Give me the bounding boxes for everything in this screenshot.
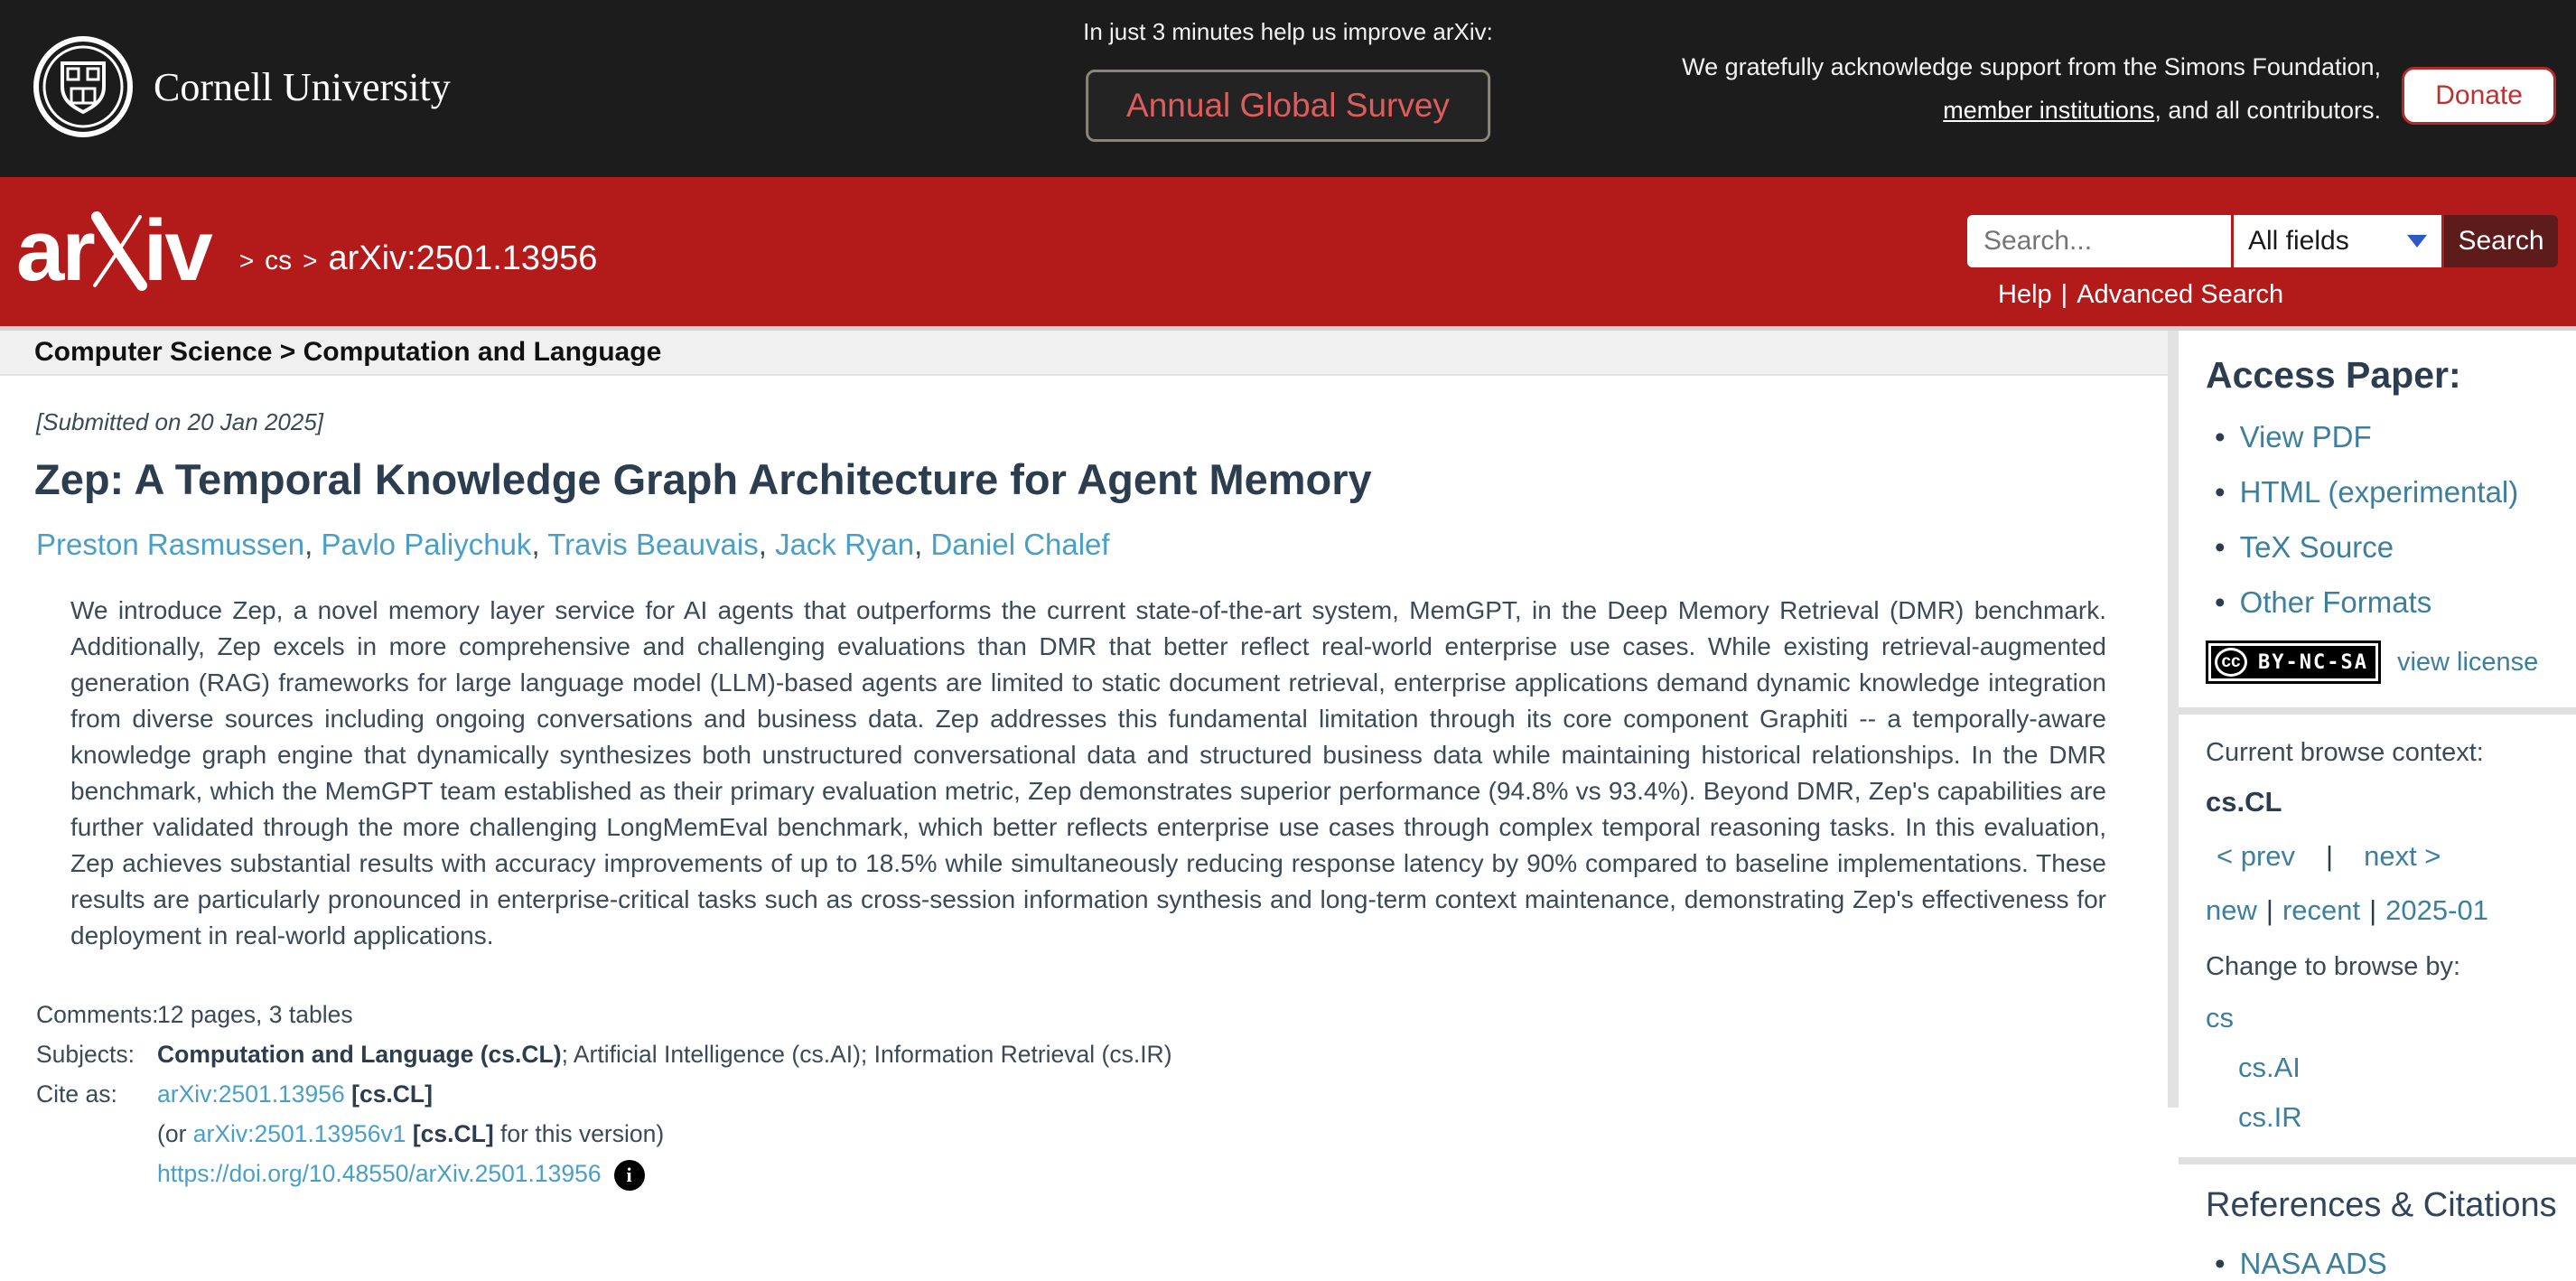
search-field-select[interactable] (2234, 215, 2441, 267)
arxiv-logo[interactable] (16, 201, 210, 299)
author-link[interactable]: Preston Rasmussen (36, 528, 305, 561)
browse-cs-ir-link[interactable]: cs.IR (2238, 1101, 2302, 1133)
content-area (0, 326, 2576, 1280)
list-item (2206, 1247, 2558, 1281)
bullet-icon: • (2215, 585, 2226, 619)
cite-as-label: Cite as: (36, 1080, 117, 1108)
access-paper-links (2206, 420, 2558, 620)
search-button[interactable]: Search (2444, 215, 2558, 267)
browse-category-links (2206, 1002, 2558, 1134)
subject-bar: Computer Science > Computation and Language (0, 331, 2168, 376)
pipe-separator: | (2265, 894, 2273, 926)
support-line1: We gratefully acknowledge support from the Simons Foundation, (1682, 53, 2381, 80)
references-links (2206, 1247, 2558, 1281)
next-link[interactable]: next > (2364, 840, 2441, 872)
list-item (2206, 420, 2558, 454)
license-row (2206, 640, 2558, 684)
prev-next-nav (2206, 840, 2558, 873)
column-divider (2168, 331, 2179, 1108)
list-item (2206, 585, 2558, 620)
comments-value: 12 pages, 3 tables (157, 1001, 353, 1028)
search-help-row (1974, 280, 2558, 310)
cornell-wordmark: Cornell University (154, 64, 451, 109)
doi-row (36, 1160, 2168, 1191)
view-license-link[interactable]: view license (2396, 647, 2539, 677)
nasa-ads-link[interactable]: NASA ADS (2239, 1247, 2387, 1280)
bullet-icon: • (2215, 1247, 2226, 1280)
access-paper-heading: Access Paper: (2206, 354, 2461, 396)
survey-block (1083, 18, 1493, 142)
sidebar (2179, 331, 2576, 1280)
month-link[interactable]: 2025-01 (2385, 894, 2488, 926)
browse-cs-link[interactable]: cs (2206, 1002, 2234, 1033)
author-link[interactable]: Pavlo Paliychuk (321, 528, 532, 561)
breadcrumb-cs-link[interactable]: cs (265, 245, 293, 276)
change-browse-heading: Change to browse by: (2206, 952, 2461, 981)
breadcrumb-paper-id: arXiv:2501.13956 (328, 238, 598, 277)
version-row (36, 1120, 2168, 1148)
cite-category-tag: [cs.CL] (351, 1080, 433, 1108)
cc-license-type: BY-NC-SA (2258, 650, 2368, 674)
main-column (0, 331, 2168, 1187)
submission-date: [Submitted on 20 Jan 2025] (36, 408, 324, 435)
sidebar-separator (2179, 707, 2576, 715)
author-link[interactable]: Travis Beauvais (547, 528, 759, 561)
browse-context-value: cs.CL (2206, 786, 2282, 818)
page-title: Zep: A Temporal Knowledge Graph Architecture for Agent Memory (34, 455, 1372, 503)
help-pipe: | (2060, 280, 2068, 309)
browse-nav (2206, 894, 2558, 927)
references-citations-heading: References & Citations (2206, 1186, 2557, 1224)
bullet-icon: • (2215, 530, 2226, 564)
advanced-search-link[interactable]: Advanced Search (2077, 280, 2284, 309)
author-list (36, 528, 2168, 562)
search-bar (1967, 215, 2558, 267)
bullet-icon: • (2215, 420, 2226, 453)
abstract-text: We introduce Zep, a novel memory layer service for AI agents that outperforms the current state-of-the-art system, MemGPT, in the Deep Memory Retrieval (DMR) benchmark. Additionally, Zep excels in more comprehensive and challenging evaluations than DMR that better reflect real-world enterprise use cases. While existing retrieval-augmented generation (RAG) frameworks for large language model (LLM)-based agents are limited to static document retrieval, enterprise applications demand dynamic knowledge integration from diverse sources including ongoing conversations and business data. Zep addresses this fundamental limitation through its core component Graphiti -- a temporally-aware knowledge graph engine that dynamically synthesizes both unstructured conversational data and structured business data while maintaining historical relationships. In the DMR benchmark, which the MemGPT team established as their primary evaluation metric, Zep demonstrates superior performance (94.8% vs 93.4%). Beyond DMR, Zep's capabilities are further validated through the more challenging LongMemEval benchmark, which better reflects enterprise use cases through complex temporal reasoning tasks. In this evaluation, Zep achieves substantial results with accuracy improvements of up to 18.5% while simultaneously reducing response latency by 90% compared to baseline implementations. These results are particularly pronounced in enterprise-critical tasks such as cross-session information synthesis and long-term context maintenance, demonstrating Zep's effectiveness for deployment in real-world applications. (70, 596, 2106, 949)
support-line2: , and all contributors. (2154, 97, 2381, 124)
cc-icon: cc (2215, 648, 2247, 677)
cc-license-badge[interactable] (2206, 640, 2381, 684)
tex-source-link[interactable]: TeX Source (2239, 530, 2394, 564)
cornell-seal-icon (33, 36, 134, 137)
info-icon[interactable]: i (614, 1160, 645, 1191)
subjects-value: Computation and Language (cs.CL); Artificial Intelligence (cs.AI); Information Retrieval (cs.IR) (157, 1041, 1172, 1068)
list-item (2206, 530, 2558, 565)
author-link[interactable]: Daniel Chalef (930, 528, 1110, 561)
top-banner (0, 0, 2576, 177)
arxiv-id-link[interactable]: arXiv:2501.13956 (157, 1080, 345, 1108)
list-item (2206, 475, 2558, 510)
recent-link[interactable]: recent (2282, 894, 2361, 926)
arxiv-header (0, 177, 2576, 326)
doi-link[interactable]: https://doi.org/10.48550/arXiv.2501.13956 (157, 1160, 602, 1187)
cornell-logo[interactable] (33, 36, 451, 137)
version-category-tag: [cs.CL] (412, 1120, 494, 1147)
browse-cs-ai-link[interactable]: cs.AI (2238, 1052, 2301, 1083)
arxiv-version-link[interactable]: arXiv:2501.13956v1 (192, 1120, 406, 1147)
browse-context-heading: Current browse context: (2206, 738, 2484, 767)
version-prefix: (or (157, 1120, 193, 1147)
search-input[interactable] (1967, 215, 2231, 267)
member-institutions-link[interactable]: member institutions (1943, 97, 2155, 124)
donate-button[interactable]: Donate (2402, 67, 2556, 125)
comments-row (36, 1001, 2168, 1029)
arxiv-chi-icon (89, 211, 147, 298)
search-field-value: All fields (2248, 226, 2349, 256)
logo-text-ar: ar (16, 202, 93, 299)
breadcrumb-separator: > (303, 246, 318, 275)
metadata-table (36, 1001, 2168, 1191)
sidebar-separator (2179, 1157, 2576, 1164)
logo-text-iv: iv (143, 202, 210, 299)
version-suffix: for this version) (493, 1120, 665, 1147)
survey-prompt: In just 3 minutes help us improve arXiv: (1083, 18, 1493, 45)
subjects-label: Subjects: (36, 1041, 135, 1068)
bullet-icon: • (2215, 475, 2226, 509)
chevron-down-icon (2407, 235, 2427, 248)
html-experimental-link[interactable]: HTML (experimental) (2239, 475, 2519, 509)
help-link[interactable]: Help (1998, 280, 2052, 309)
other-formats-link[interactable]: Other Formats (2239, 585, 2432, 619)
breadcrumb-separator: > (238, 246, 255, 275)
subjects-row (36, 1041, 2168, 1069)
support-acknowledgement (1682, 45, 2381, 132)
new-link[interactable]: new (2206, 894, 2257, 926)
comments-label: Comments: (36, 1001, 159, 1028)
breadcrumb (229, 239, 598, 287)
prev-link[interactable]: < prev (2217, 840, 2296, 872)
annual-global-survey-button[interactable]: Annual Global Survey (1086, 70, 1490, 142)
cite-as-row (36, 1080, 2168, 1108)
author-link[interactable]: Jack Ryan (775, 528, 915, 561)
view-pdf-link[interactable]: View PDF (2239, 420, 2372, 453)
pipe-separator: | (2369, 894, 2377, 926)
pipe-separator: | (2326, 840, 2334, 872)
